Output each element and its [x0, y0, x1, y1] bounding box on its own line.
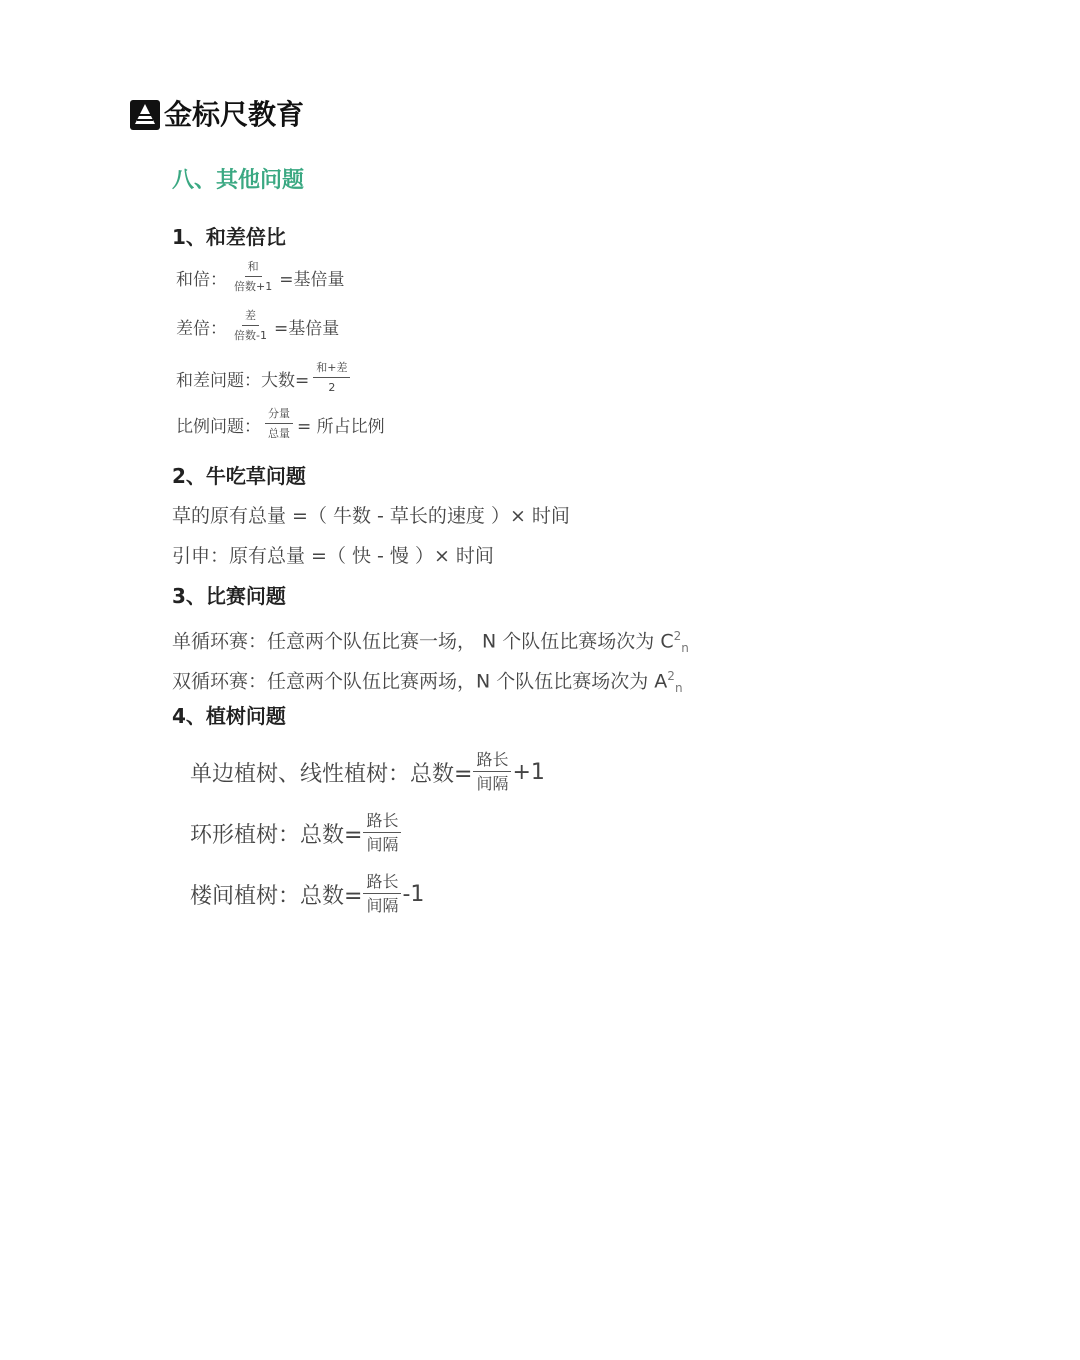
superscript: 2 [667, 669, 675, 683]
formula-linear-planting [190, 750, 545, 794]
fraction-denominator: 间隔 [476, 774, 509, 793]
fraction-numerator: 路长 [363, 872, 401, 894]
heading-bi-sai: 3、比赛问题 [172, 584, 286, 608]
formula-suffix: -1 [402, 881, 425, 907]
fraction [265, 406, 293, 442]
formula-building-planting [190, 872, 424, 916]
formula-suffix: = 所占比例 [297, 416, 385, 437]
fraction-numerator: 和 [245, 259, 262, 277]
formula-label: 和差问题：大数= [176, 370, 310, 391]
formula-suffix: =基倍量 [279, 269, 345, 290]
fraction [363, 811, 401, 855]
fraction [473, 750, 511, 794]
fraction-denominator: 2 [328, 381, 336, 394]
formula-he-bei [176, 259, 344, 295]
formula-label: 楼间植树：总数= [190, 883, 363, 909]
fraction [313, 360, 350, 396]
formula-text: 双循环赛：任意两个队伍比赛两场，N 个队伍比赛场次为 A [172, 670, 668, 693]
fraction [231, 308, 270, 344]
brand-logo [130, 98, 304, 132]
formula-label: 和倍： [176, 269, 227, 290]
subscript: n [681, 641, 689, 656]
subscript: n [674, 681, 683, 696]
formula-ring-planting [190, 811, 402, 855]
fraction-numerator: 差 [242, 308, 259, 326]
formula-suffix: +1 [512, 759, 545, 785]
fraction-numerator: 路长 [473, 750, 511, 772]
brand-name: 金标尺教育 [164, 98, 305, 131]
heading-niu-chi-cao: 2、牛吃草问题 [172, 464, 306, 488]
fraction-denominator: 倍数-1 [234, 329, 267, 342]
formula-bili [176, 406, 385, 442]
fraction-denominator: 间隔 [366, 896, 399, 915]
formula-single-round-robin [172, 622, 689, 662]
formula-extension: 引申：原有总量 =（ 快 - 慢 ）× 时间 [172, 545, 494, 567]
formula-cha-bei [176, 308, 339, 344]
formula-double-round-robin [172, 662, 683, 702]
ruler-triangle-logo-icon [130, 100, 160, 130]
heading-he-cha-bei-bi: 1、和差倍比 [172, 225, 286, 249]
fraction [363, 872, 401, 916]
fraction-numerator: 分量 [265, 406, 293, 424]
formula-grass-total: 草的原有总量 =（ 牛数 - 草长的速度 ）× 时间 [172, 505, 570, 527]
superscript: 2 [673, 629, 682, 643]
fraction-denominator: 间隔 [366, 835, 399, 854]
heading-zhi-shu: 4、植树问题 [172, 704, 286, 728]
fraction-numerator: 路长 [363, 811, 401, 833]
fraction-denominator: 总量 [268, 427, 290, 440]
formula-he-cha [176, 360, 354, 396]
fraction [231, 259, 275, 295]
section-title: 八、其他问题 [172, 168, 305, 193]
formula-text: 单循环赛：任意两个队伍比赛一场， N 个队伍比赛场次为 C [172, 630, 674, 653]
formula-label: 比例问题： [176, 416, 261, 437]
fraction-numerator: 和+差 [313, 360, 350, 378]
formula-label: 单边植树、线性植树：总数= [190, 761, 473, 787]
fraction-denominator: 倍数+1 [234, 280, 273, 293]
formula-suffix: =基倍量 [273, 318, 340, 339]
formula-label: 环形植树：总数= [190, 822, 363, 848]
formula-label: 差倍： [176, 318, 227, 339]
